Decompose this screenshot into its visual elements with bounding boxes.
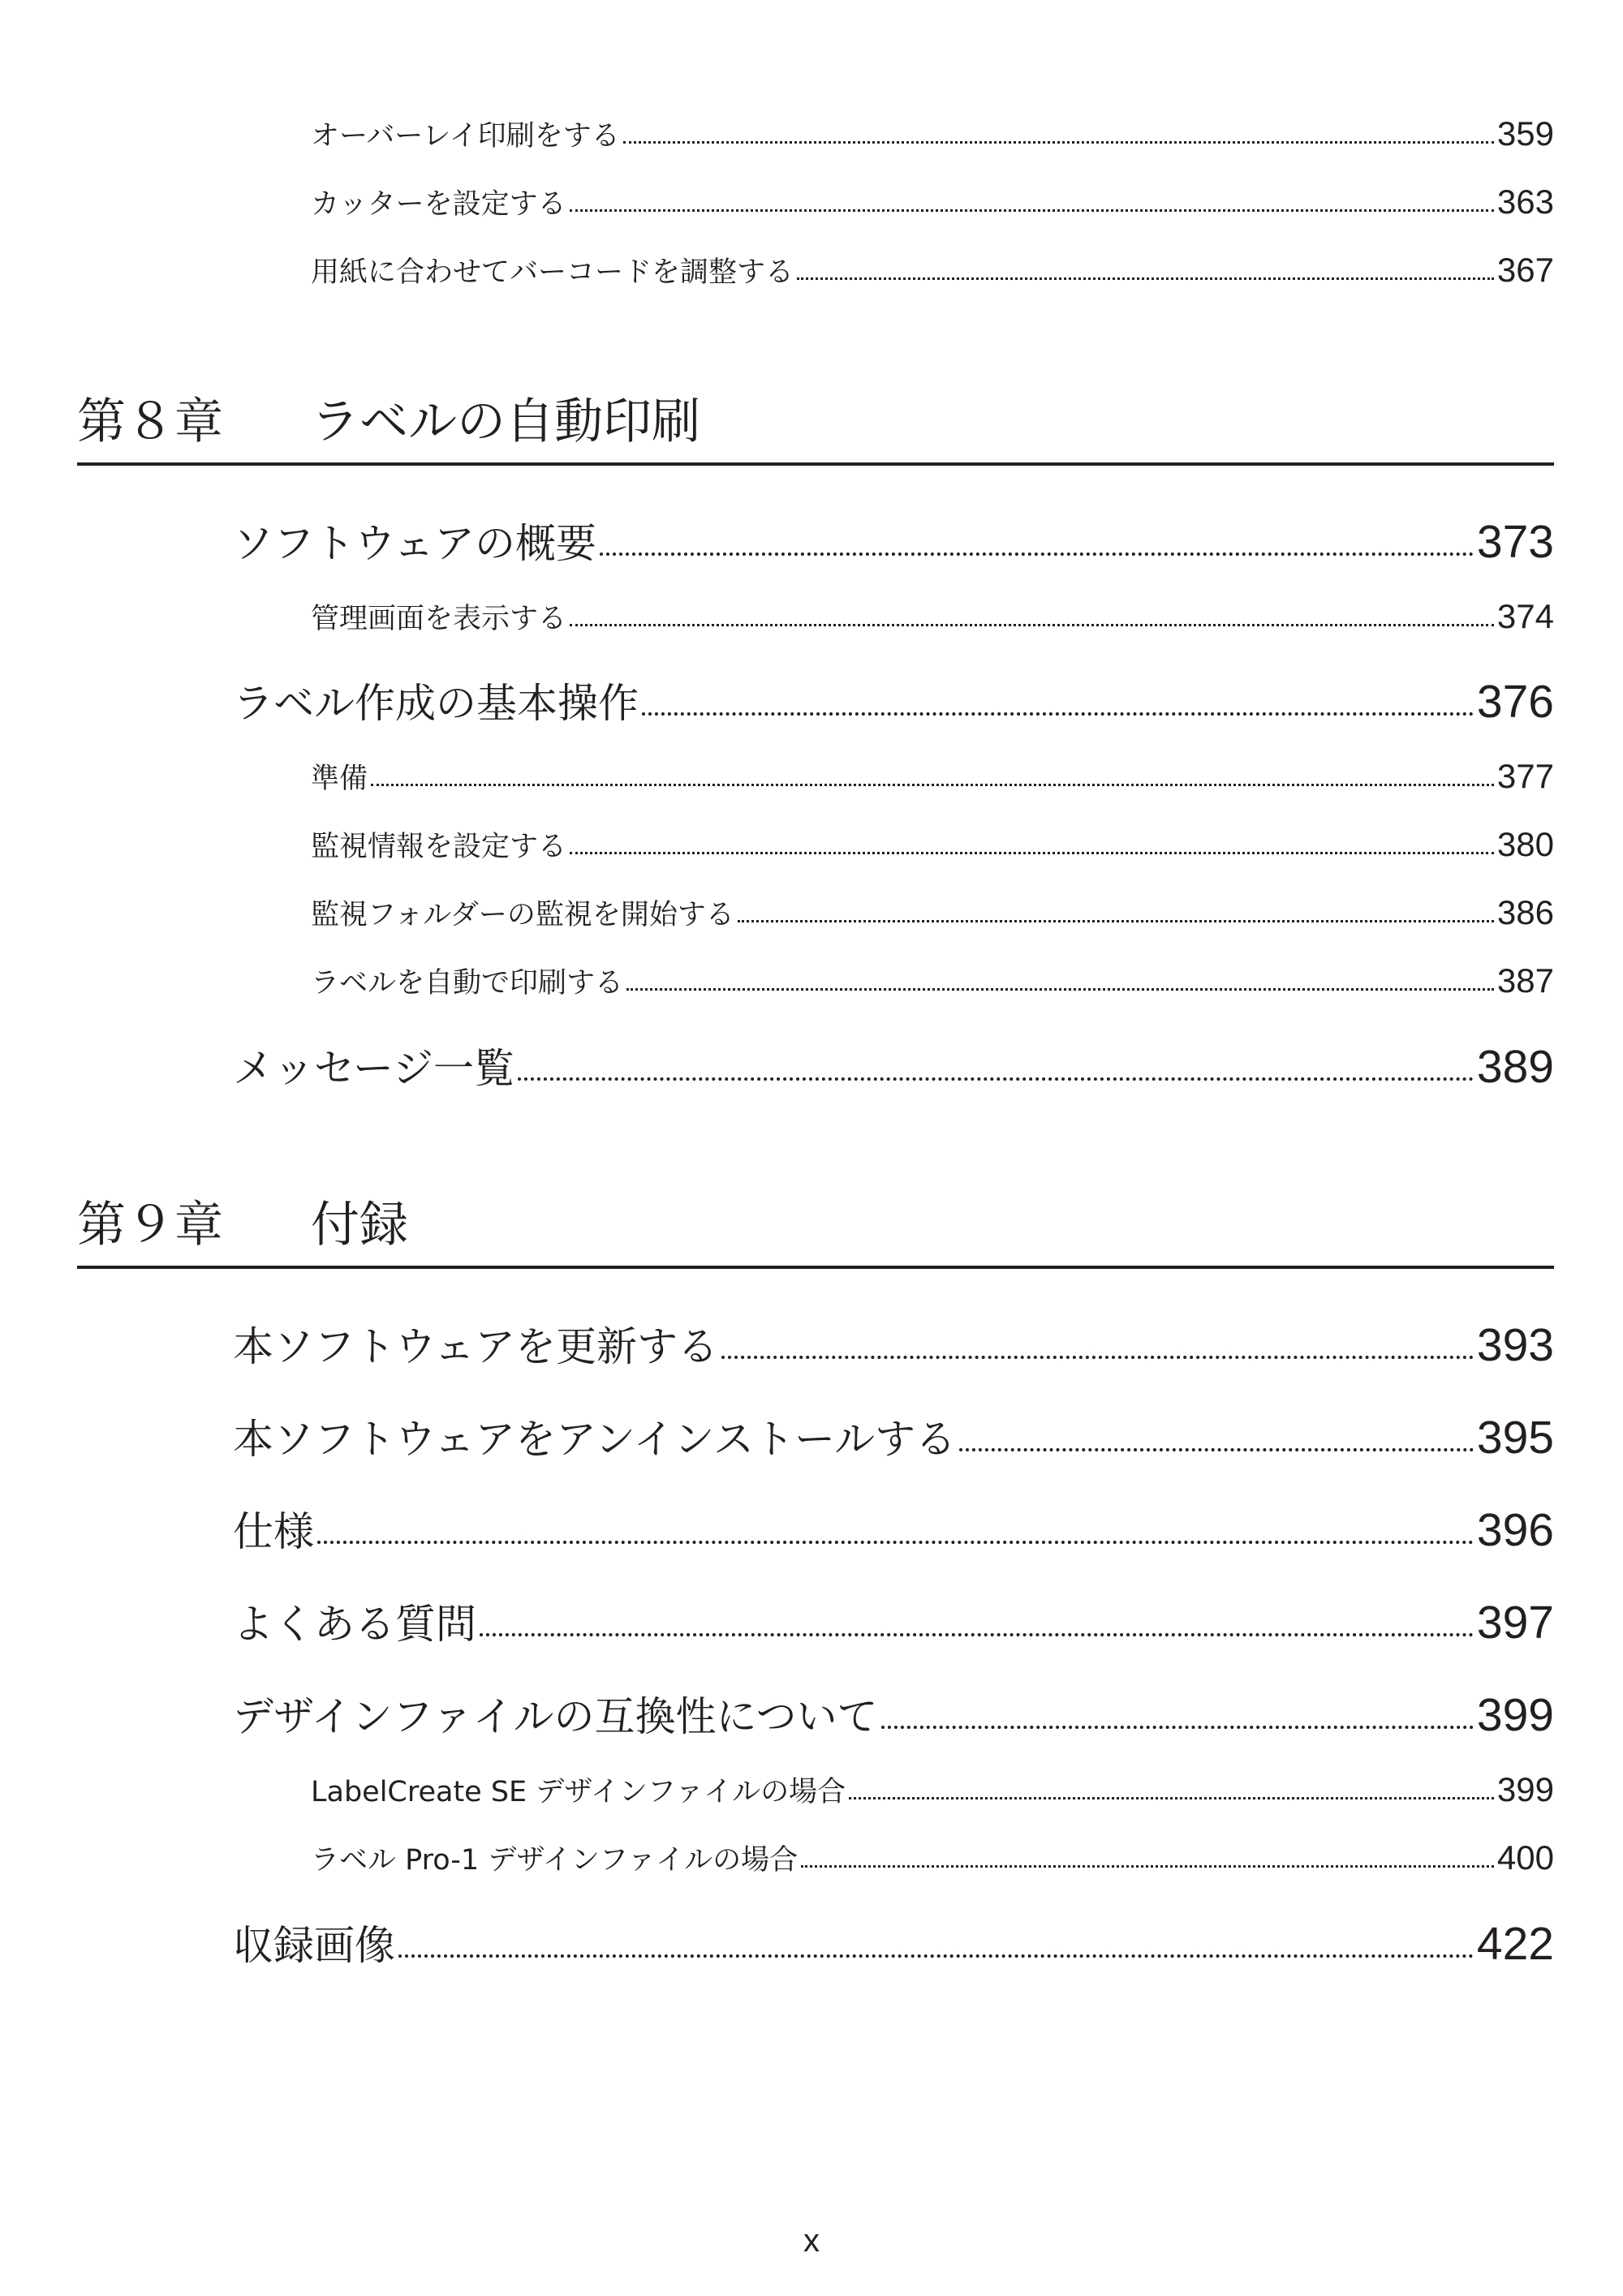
toc-entry[interactable] (233, 1592, 1554, 1650)
toc-entry-label: メッセージ一覧 (233, 1045, 514, 1092)
page-number: x (803, 2223, 820, 2259)
dot-leader (317, 1541, 1474, 1544)
toc-entry-page: 359 (1496, 114, 1554, 153)
toc-entry-label: よくある質問 (233, 1601, 476, 1648)
toc-entry[interactable] (311, 756, 1554, 797)
toc-entry-page: 363 (1496, 183, 1554, 221)
dot-leader (721, 1356, 1474, 1359)
dot-leader (801, 1865, 1494, 1868)
dot-leader (480, 1633, 1474, 1636)
dot-leader (371, 784, 1494, 786)
dot-leader (570, 209, 1494, 212)
toc-entry-page: 395 (1476, 1412, 1554, 1464)
toc-entry[interactable] (311, 1838, 1554, 1878)
dot-leader (642, 712, 1474, 716)
toc-entry-label: オーバーレイ印刷をする (311, 120, 620, 153)
toc-entry-label: ラベル Pro-1 デザインファイルの場合 (311, 1844, 799, 1877)
dot-leader (881, 1726, 1474, 1729)
toc-entry[interactable] (311, 596, 1554, 637)
dot-leader (398, 1954, 1474, 1958)
dot-leader (797, 277, 1494, 280)
dot-leader (570, 852, 1494, 854)
toc-entry-label: 監視フォルダーの監視を開始する (311, 899, 734, 931)
toc-entry[interactable] (311, 824, 1554, 865)
toc-entry-label: 管理画面を表示する (311, 603, 567, 635)
toc-entry-label: 本ソフトウェアを更新する (233, 1323, 718, 1370)
toc-entry[interactable] (311, 182, 1554, 222)
toc-entry-label: LabelCreate SE デザインファイルの場合 (311, 1776, 846, 1808)
toc-entry-label: デザインファイルの互換性について (233, 1693, 878, 1740)
chapter-number: 第９章 (77, 1197, 223, 1253)
dot-leader (600, 553, 1474, 556)
toc-entry-label: ラベルを自動で印刷する (311, 967, 624, 1000)
dot-leader (518, 1077, 1474, 1081)
chapter-title: 付録 (311, 1197, 408, 1253)
toc-entry[interactable] (311, 892, 1554, 933)
toc-entry[interactable] (233, 1499, 1554, 1558)
toc-entry[interactable] (233, 1036, 1554, 1094)
toc-entry[interactable] (311, 961, 1554, 1001)
toc-entry[interactable] (311, 250, 1554, 290)
chapter-heading (77, 393, 1554, 466)
toc-entry-label: ソフトウェアの概要 (233, 520, 596, 567)
toc-entry-page: 399 (1476, 1689, 1554, 1741)
toc-entry-page: 377 (1496, 757, 1554, 795)
dot-leader (959, 1448, 1474, 1451)
toc-entry-page: 373 (1476, 516, 1554, 568)
toc-entry-label: 監視情報を設定する (311, 831, 567, 863)
dot-leader (849, 1797, 1494, 1799)
toc-entry-page: 387 (1496, 961, 1554, 1000)
toc-entry[interactable] (233, 671, 1554, 729)
toc-entry-page: 386 (1496, 893, 1554, 931)
toc-entry-label: カッターを設定する (311, 188, 566, 221)
dot-leader (738, 920, 1494, 922)
toc-entry-page: 422 (1476, 1918, 1554, 1970)
toc-entry[interactable] (233, 511, 1554, 570)
chapter-title: ラベルの自動印刷 (311, 393, 700, 450)
toc-entry-label: 用紙に合わせてバーコードを調整する (311, 256, 794, 289)
chapter-heading (77, 1197, 1554, 1269)
toc-entry-page: 397 (1476, 1597, 1554, 1649)
toc-entry-page: 393 (1476, 1319, 1554, 1371)
toc-entry-label: 仕様 (233, 1508, 314, 1555)
toc-entry-page: 367 (1496, 251, 1554, 289)
toc-entry[interactable] (233, 1913, 1554, 1971)
toc-entry-page: 380 (1496, 825, 1554, 863)
toc-entry[interactable] (233, 1684, 1554, 1743)
dot-leader (626, 988, 1494, 991)
toc-entry-label: 収録画像 (233, 1922, 395, 1969)
toc-entry-page: 400 (1496, 1838, 1554, 1877)
toc-entry-page: 396 (1476, 1504, 1554, 1556)
toc-entry-page: 389 (1476, 1041, 1554, 1093)
toc-entry-page: 374 (1496, 597, 1554, 635)
toc-entry[interactable] (233, 1407, 1554, 1465)
dot-leader (570, 624, 1494, 626)
toc-entry[interactable] (311, 114, 1554, 154)
toc-entry-label: ラベル作成の基本操作 (233, 680, 639, 727)
dot-leader (623, 141, 1494, 144)
toc-entry-label: 本ソフトウェアをアンインストールする (233, 1416, 956, 1463)
toc-entry[interactable] (311, 1769, 1554, 1810)
toc-entry-label: 準備 (311, 763, 368, 795)
chapter-number: 第８章 (77, 393, 223, 450)
toc-entry-page: 399 (1496, 1770, 1554, 1808)
toc-entry-page: 376 (1476, 676, 1554, 728)
toc-entry[interactable] (233, 1314, 1554, 1373)
